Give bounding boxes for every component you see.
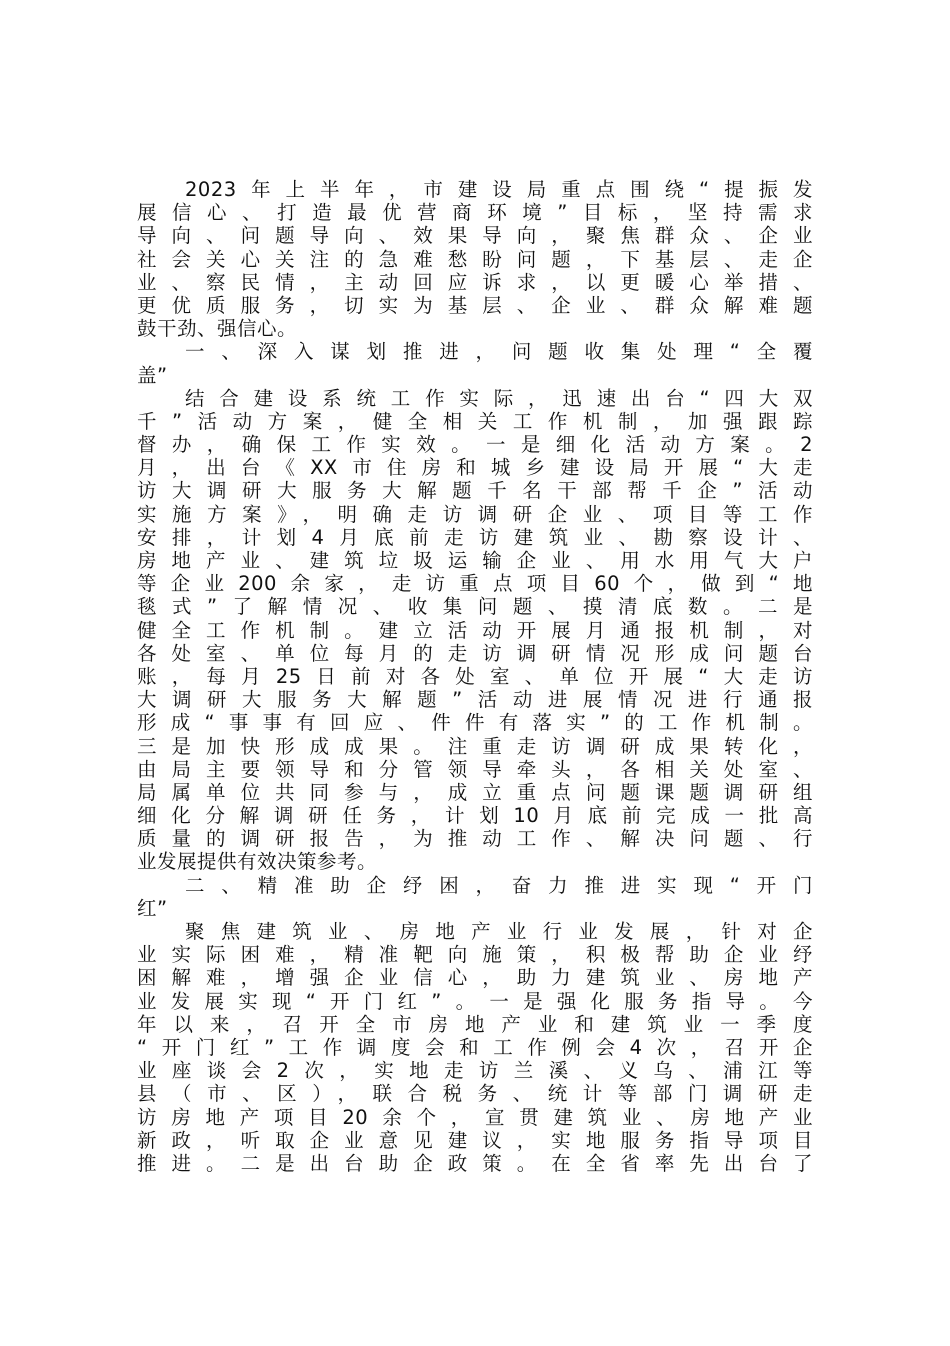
text-line: 更优质服务，切实为基层、企业、群众解难题 — [137, 293, 813, 317]
text-line: 2023年上半年，市建设局重点围绕“提振发 — [185, 178, 813, 201]
text-line: 访房地产项目20余个，宣贯建筑业、房地产业 — [137, 1105, 813, 1129]
text-line: 业座谈会2次，实地走访兰溪、义乌、浦江等 — [137, 1059, 813, 1083]
section-2-paragraph — [137, 920, 813, 1175]
text-line: 房地产业、建筑垃圾运输企业、用水用气大户 — [137, 549, 813, 572]
heading-line: 一、深入谋划推进，问题收集处理“全覆 — [185, 340, 813, 364]
text-line: 毯式”了解情况、收集问题、摸清底数。二是 — [137, 595, 813, 619]
text-line: 细化分解调研任务，计划10月底前完成一批高 — [137, 804, 813, 828]
section-heading-2 — [137, 874, 813, 920]
text-line: 千”活动方案，健全相关工作机制，加强跟踪 — [137, 409, 813, 433]
heading-line: 二、精准助企纾困，奋力推进实现“开门 — [185, 873, 813, 897]
text-line: “开门红”工作调度会和工作例会4次，召开企 — [137, 1035, 813, 1059]
text-line: 等企业200余家，走访重点项目60个，做到“地 — [137, 572, 813, 596]
text-line: 导向、问题导向、效果导向，聚焦群众、企业 — [137, 224, 813, 248]
text-line: 局属单位共同参与，成立重点问题课题调研组 — [137, 780, 813, 804]
text-line: 业发展实现“开门红”。一是强化服务指导。今 — [137, 989, 813, 1013]
text-line: 困解难，增强企业信心，助力建筑业、房地产 — [137, 966, 813, 990]
text-line: 聚焦建筑业、房地产业行业发展，针对企 — [185, 920, 813, 943]
intro-paragraph — [137, 178, 813, 340]
section-1-paragraph — [137, 387, 813, 874]
section-heading-1 — [137, 340, 813, 386]
text-line: 由局主要领导和分管领导牵头，各相关处室、 — [137, 757, 813, 781]
text-line: 月，出台《XX市住房和城乡建设局开展“大走 — [137, 456, 813, 480]
document-body — [137, 178, 813, 1175]
text-line: 鼓干劲、强信心。 — [137, 317, 298, 341]
text-line: 社会关心关注的急难愁盼问题，下基层、走企 — [137, 247, 813, 271]
text-line: 业发展提供有效决策参考。 — [137, 850, 378, 874]
heading-line: 盖” — [137, 363, 168, 387]
text-line: 年以来，召开全市房地产业和建筑业一季度 — [137, 1012, 813, 1036]
text-line: 业、察民情，主动回应诉求，以更暖心举措、 — [137, 270, 813, 294]
text-line: 推进。二是出台助企政策。在全省率先出台了 — [137, 1151, 813, 1175]
heading-line: 红” — [137, 896, 168, 920]
text-line: 结合建设系统工作实际，迅速出台“四大双 — [185, 386, 813, 410]
text-line: 实施方案》，明确走访调研企业、项目等工作 — [137, 502, 813, 526]
text-line: 业实际困难，精准靶向施策，积极帮助企业纾 — [137, 943, 813, 967]
text-line: 督办，确保工作实效。一是细化活动方案。2 — [137, 433, 813, 457]
text-line: 展信心、打造最优营商环境”目标，坚持需求 — [137, 201, 813, 225]
text-line: 形成“事事有回应、件件有落实”的工作机制。 — [137, 711, 813, 735]
text-line: 县（市、区），联合税务、统计等部门调研走 — [137, 1082, 813, 1106]
text-line: 访大调研大服务大解题千名干部帮千企”活动 — [137, 479, 813, 503]
text-line: 新政，听取企业意见建议，实地服务指导项目 — [137, 1128, 813, 1152]
text-line: 各处室、单位每月的走访调研情况形成问题台 — [137, 641, 813, 665]
text-line: 大调研大服务大解题”活动进展情况进行通报 — [137, 688, 813, 712]
text-line: 三是加快形成成果。注重走访调研成果转化， — [137, 734, 813, 758]
text-line: 质量的调研报告，为推动工作、解决问题、行 — [137, 827, 813, 851]
text-line: 安排，计划4月底前走访建筑业、勘察设计、 — [137, 525, 813, 549]
text-line: 账，每月25日前对各处室、单位开展“大走访 — [137, 664, 813, 688]
text-line: 健全工作机制。建立活动开展月通报机制，对 — [137, 618, 813, 642]
